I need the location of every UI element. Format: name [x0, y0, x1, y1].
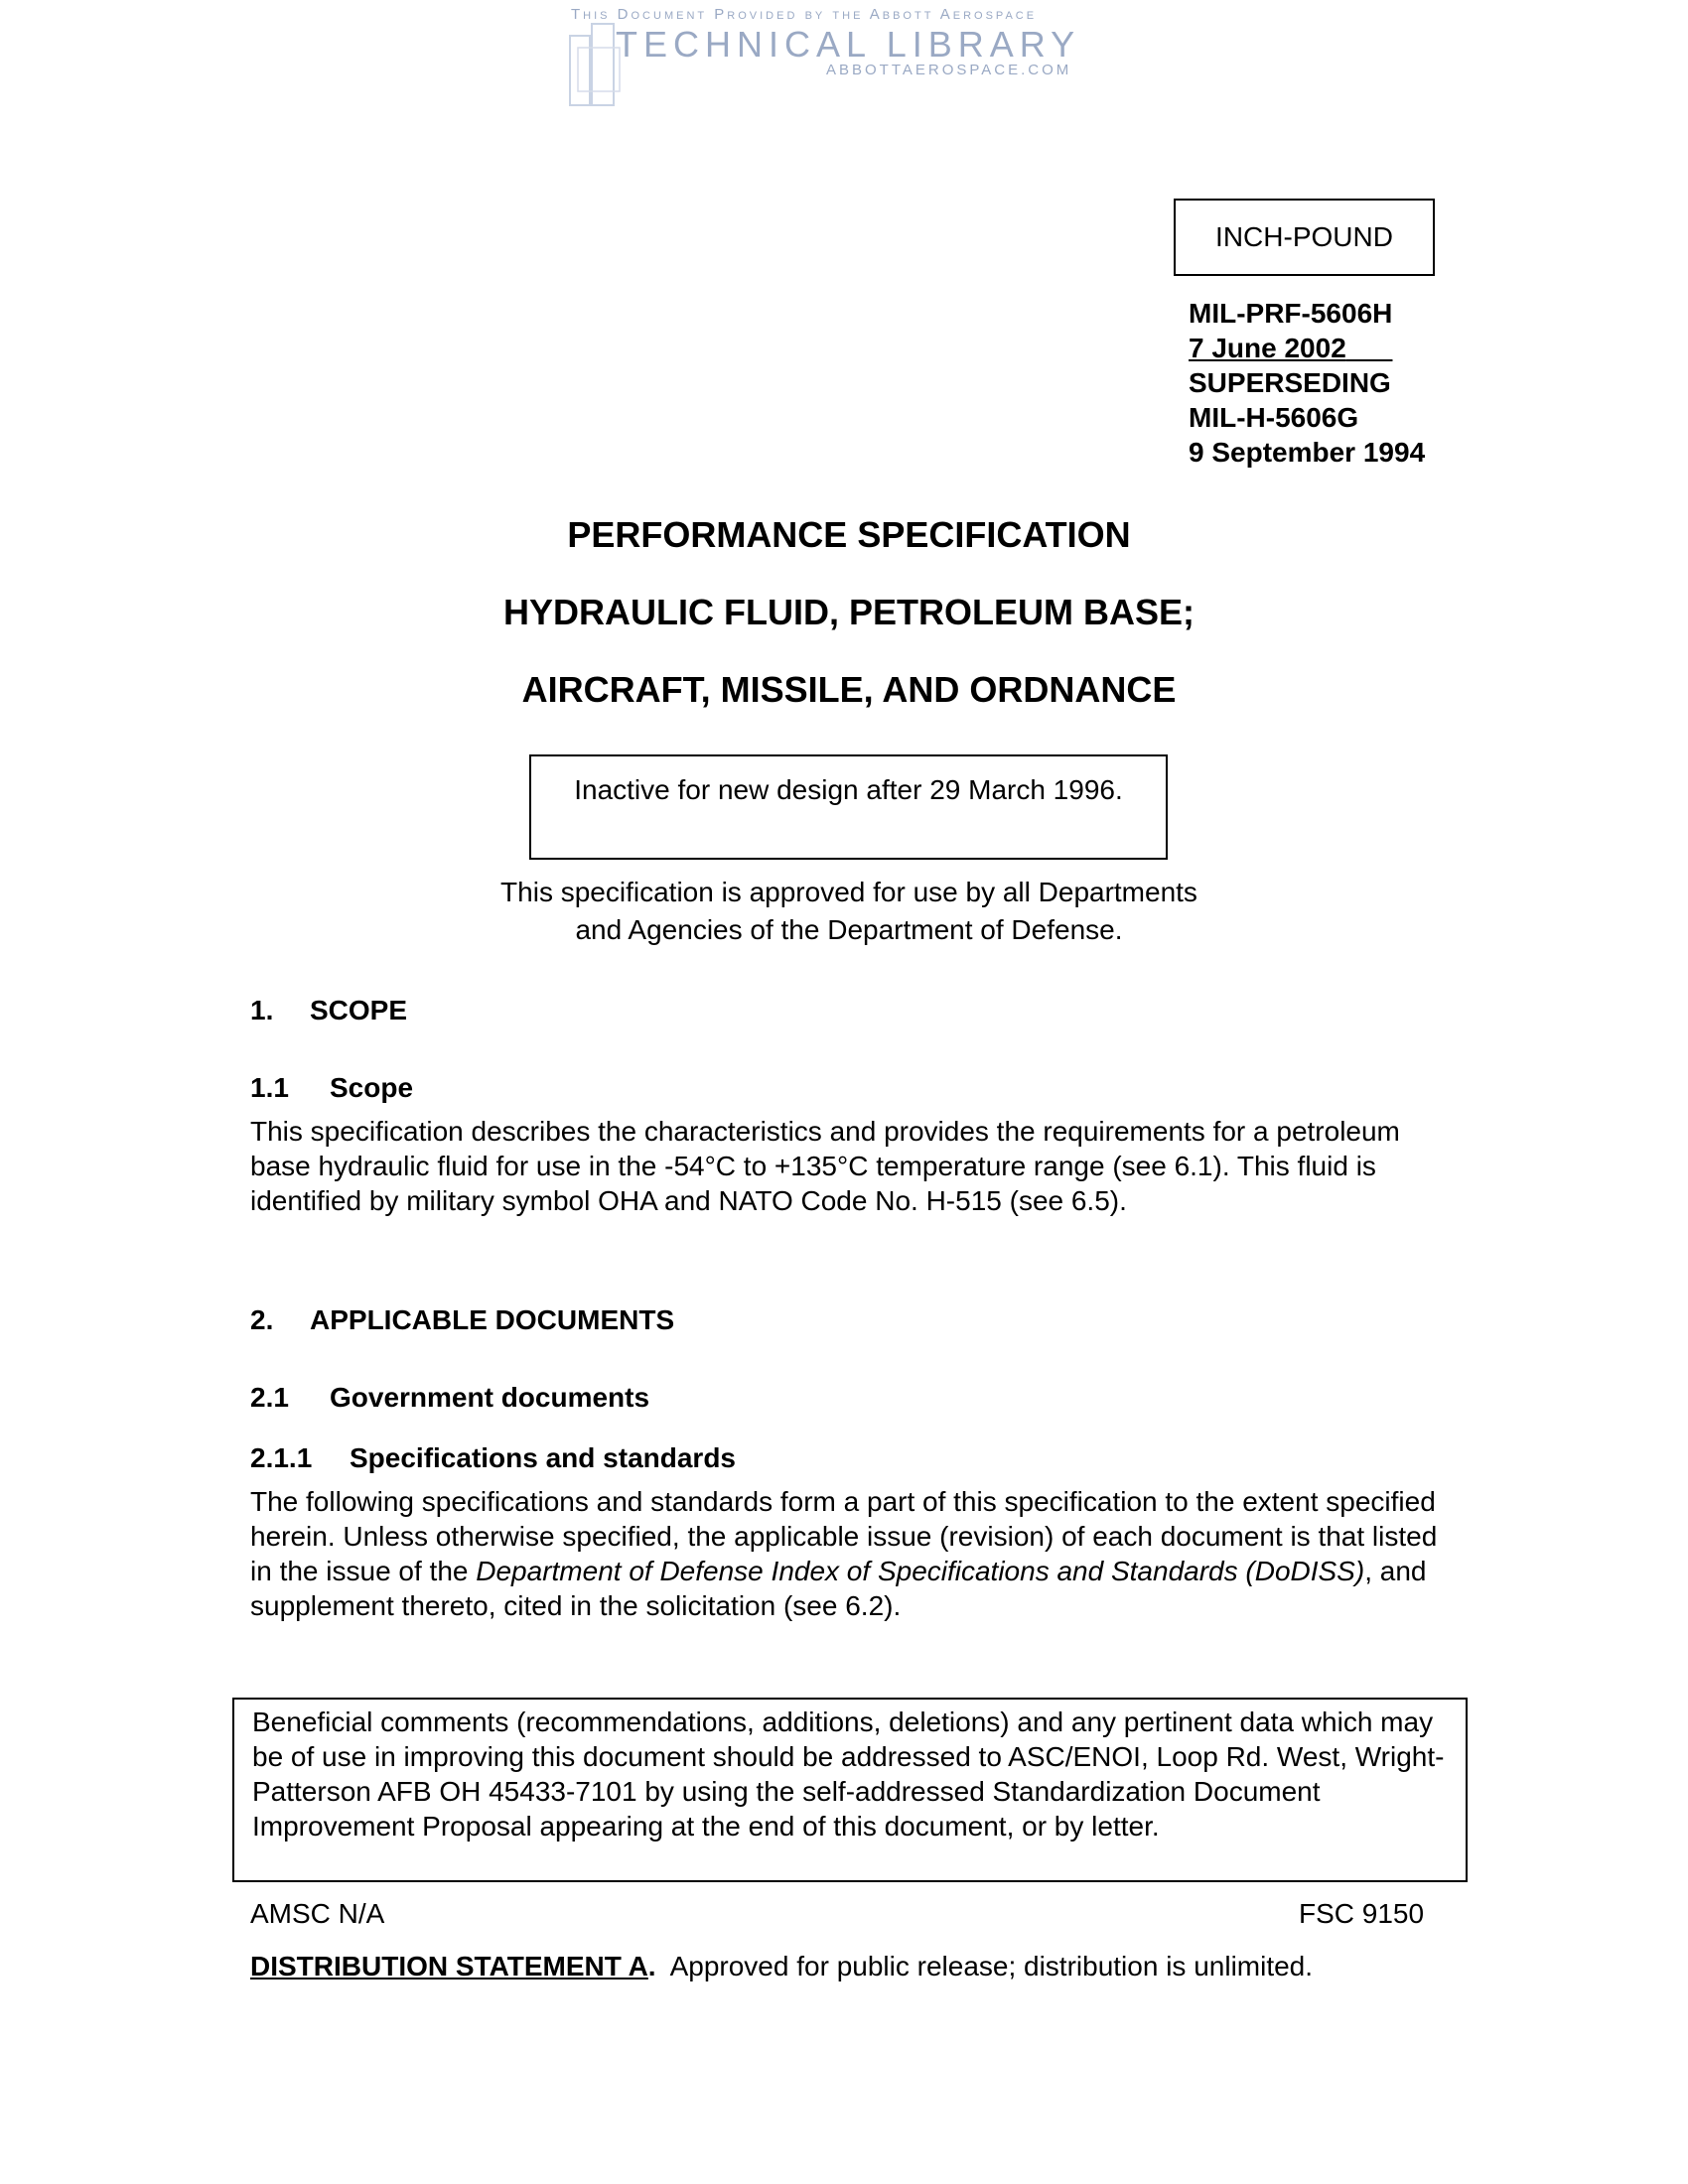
distribution-label: DISTRIBUTION STATEMENT A — [250, 1951, 648, 1981]
section-number: 2.1.1 — [250, 1442, 313, 1473]
units-label: INCH-POUND — [1215, 221, 1393, 252]
distribution-text: Approved for public release; distribution is unlimited. — [655, 1951, 1314, 1981]
section-title: SCOPE — [310, 995, 408, 1025]
comments-box — [232, 1698, 1468, 1882]
superseded-date: 9 September 1994 — [1189, 437, 1426, 468]
section-title: Scope — [330, 1072, 414, 1103]
dodiss-reference: Department of Defense Index of Specifications and Standards (DoDISS) — [476, 1556, 1365, 1586]
section-1-heading — [250, 995, 407, 1026]
amsc-code: AMSC N/A — [250, 1898, 385, 1929]
doc-number: MIL-PRF-5606H — [1189, 298, 1393, 329]
section-1-1-text: This specification describes the characteristics and provides the requirements for a petroleum base hydraulic fluid for use in the -54°C to +135°C temperature range (see 6.1). This fluid is identified by military symbol OHA and NATO Code No. H-515 (see 6.5). — [250, 1116, 1400, 1216]
approval-statement — [0, 874, 1688, 949]
section-title: APPLICABLE DOCUMENTS — [310, 1304, 675, 1335]
title-line-2: HYDRAULIC FLUID, PETROLEUM BASE; — [503, 592, 1195, 632]
fsc-code: FSC 9150 — [1299, 1898, 1425, 1929]
section-2-1-1-heading — [250, 1442, 736, 1474]
section-title: Specifications and standards — [350, 1442, 736, 1473]
distribution-statement: DISTRIBUTION STATEMENT A. Approved for public release; distribution is unlimited. — [250, 1951, 1314, 1981]
doc-date: 7 June 2002 — [1189, 333, 1346, 363]
spec-identification — [1189, 296, 1425, 470]
inactive-notice-box — [529, 754, 1168, 860]
section-2-1-1-text: The following specifications and standards form a part of this specification to the extent specified herein. Unless otherwise specified, the applicable issue (revision) of each document is that listed in the issue of the Department of Defense Index of Specifications and Standards (DoDISS), and supplement thereto, cited in the solicitation (see 6.2). — [250, 1486, 1438, 1621]
superseded-number: MIL-H-5606G — [1189, 402, 1359, 433]
section-number: 2.1 — [250, 1382, 289, 1413]
section-number: 1. — [250, 995, 274, 1025]
watermark-top-line: This Document Provided by the Abbott Aerospace — [571, 6, 1038, 23]
section-title: Government documents — [330, 1382, 650, 1413]
watermark-url: ABBOTTAEROSPACE.COM — [826, 62, 1072, 78]
section-2-1-heading — [250, 1382, 649, 1414]
section-number: 2. — [250, 1304, 274, 1335]
watermark-title: TECHNICAL LIBRARY — [616, 24, 1081, 65]
title-line-1: PERFORMANCE SPECIFICATION — [567, 514, 1131, 555]
units-box — [1174, 199, 1435, 276]
watermark-logo — [556, 4, 1112, 113]
title-line-3: AIRCRAFT, MISSILE, AND ORDNANCE — [521, 669, 1177, 710]
section-number: 1.1 — [250, 1072, 289, 1103]
approval-line-2: and Agencies of the Department of Defense. — [575, 914, 1123, 945]
section-2-heading — [250, 1304, 674, 1336]
section-1-1-heading — [250, 1072, 413, 1104]
inactive-notice: Inactive for new design after 29 March 1996. — [574, 774, 1123, 805]
comments-text: Beneficial comments (recommendations, additions, deletions) and any pertinent data which may be of use in improving this document should be addressed to ASC/ENOI, Loop Rd. West, Wright-Patterson AFB OH 45433-7101 by using the self-addressed Standardization Document Improvement Proposal appearing at the end of this document, or by letter. — [252, 1706, 1445, 1842]
approval-line-1: This specification is approved for use by all Departments — [500, 877, 1197, 907]
superseding-label: SUPERSEDING — [1189, 367, 1391, 398]
